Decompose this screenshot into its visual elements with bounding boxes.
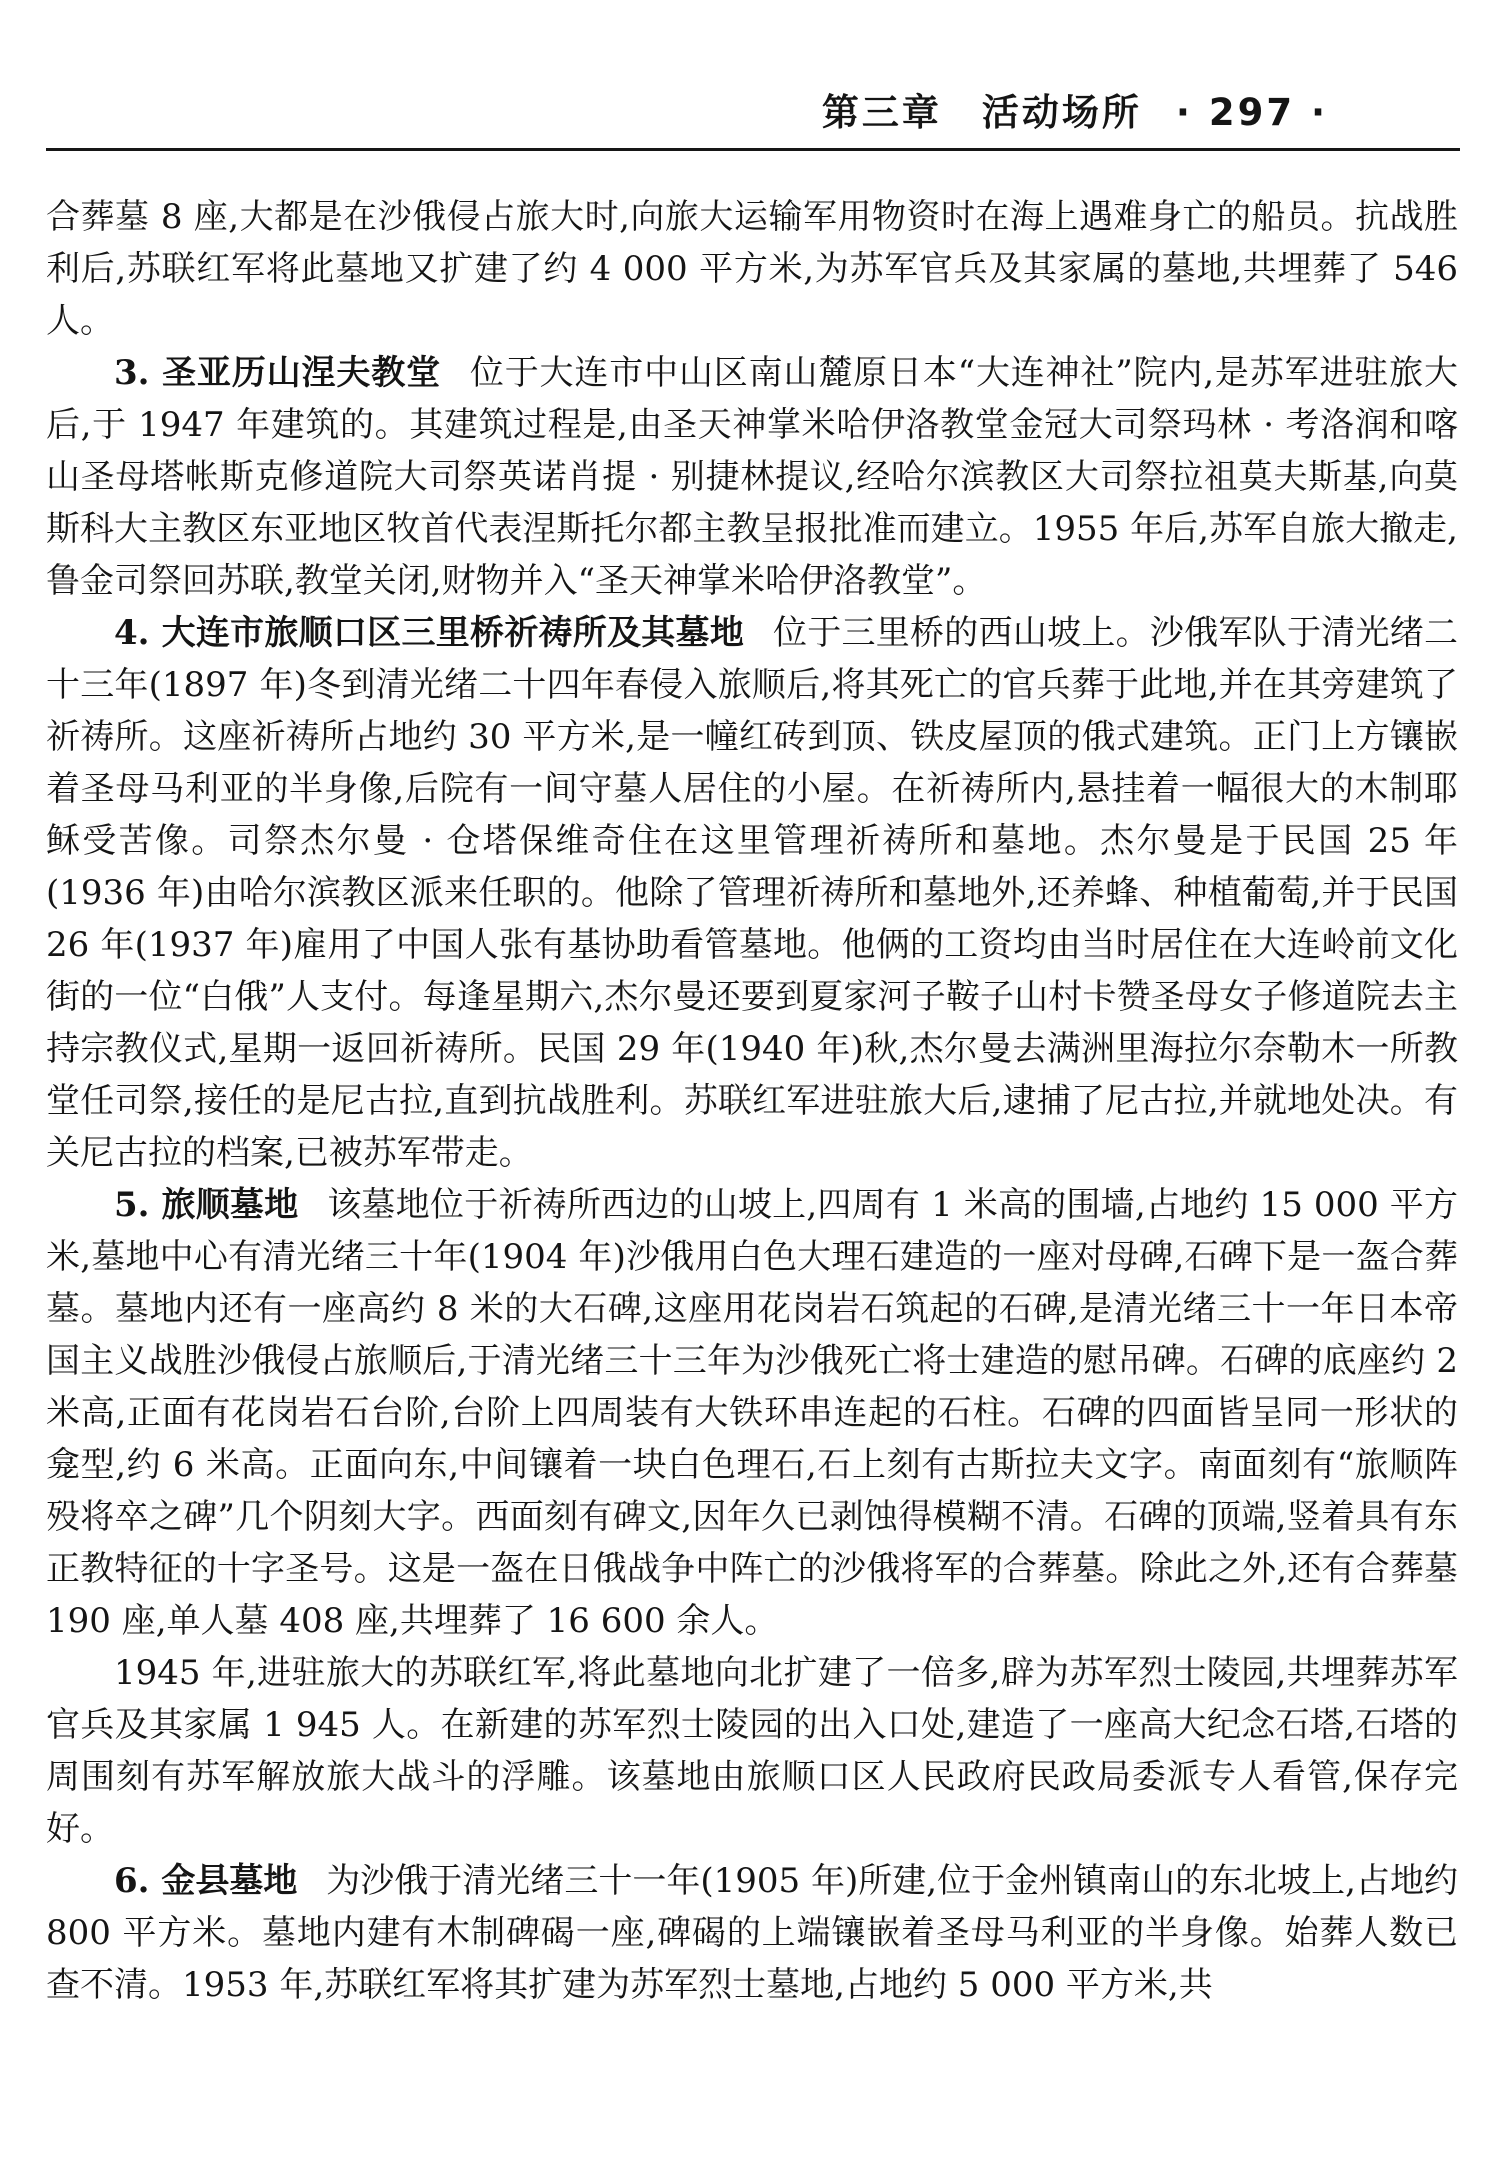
paragraph-text: 1945 年,进驻旅大的苏联红军,将此墓地向北扩建了一倍多,辟为苏军烈士陵园,共埋葬苏军官兵及其家属 1 945 人。在新建的苏军烈士陵园的出入口处,建造了一座高大纪念石塔,石塔的周围刻有苏军解放旅大战斗的浮雕。该墓地由旅顺口区人民政府民政局委派专人看管,保存完好。 [46,1653,1458,1849]
item-heading: 6. 金县墓地 [114,1861,298,1901]
para-item-6-jinxian-cemetery [46,1855,1458,2011]
para-1945-expansion [46,1647,1458,1855]
running-header [0,0,1500,136]
paragraph-text: 为沙俄于清光绪三十一年(1905 年)所建,位于金州镇南山的东北坡上,占地约 800 平方米。墓地内建有木制碑碣一座,碑碣的上端镶嵌着圣母马利亚的半身像。始葬人数已查不清。1953 年,苏联红军将其扩建为苏军烈士墓地,占地约 5 000 平方米,共 [46,1861,1458,2005]
paragraph-text: 位于三里桥的西山坡上。沙俄军队于清光绪二十三年(1897 年)冬到清光绪二十四年春侵入旅顺后,将其死亡的官兵葬于此地,并在其旁建筑了祈祷所。这座祈祷所占地约 30 平方米,是一幢红砖到顶、铁皮屋顶的俄式建筑。正门上方镶嵌着圣母马利亚的半身像,后院有一间守墓人居住的小屋。在祈祷所内,悬挂着一幅很大的木制耶稣受苦像。司祭杰尔曼 · 仓塔保维奇住在这里管理祈祷所和墓地。杰尔曼是于民国 25 年(1936 年)由哈尔滨教区派来任职的。他除了管理祈祷所和墓地外,还养蜂、种植葡萄,并于民国 26 年(1937 年)雇用了中国人张有基协助看管墓地。他俩的工资均由当时居住在大连岭前文化街的一位“白俄”人支付。每逢星期六,杰尔曼还要到夏家河子鞍子山村卡赞圣母女子修道院去主持宗教仪式,星期一返回祈祷所。民国 29 年(1940 年)秋,杰尔曼去满洲里海拉尔奈勒木一所教堂任司祭,接任的是尼古拉,直到抗战胜利。苏联红军进驻旅大后,逮捕了尼古拉,并就地处决。有关尼古拉的档案,已被苏军带走。 [46,613,1458,1173]
para-item-5-lvshun-cemetery [46,1179,1458,1647]
paragraph-text: 合葬墓 8 座,大都是在沙俄侵占旅大时,向旅大运输军用物资时在海上遇难身亡的船员。抗战胜利后,苏联红军将此墓地又扩建了约 4 000 平方米,为苏军官兵及其家属的墓地,共埋葬了 546 人。 [46,197,1458,341]
page-body [46,191,1458,2011]
paragraph-text: 该墓地位于祈祷所西边的山坡上,四周有 1 米高的围墙,占地约 15 000 平方米,墓地中心有清光绪三十年(1904 年)沙俄用白色大理石建造的一座对母碑,石碑下是一盔合葬墓。墓地内还有一座高约 8 米的大石碑,这座用花岗岩石筑起的石碑,是清光绪三十一年日本帝国主义战胜沙俄侵占旅顺后,于清光绪三十三年为沙俄死亡将士建造的慰吊碑。石碑的底座约 2 米高,正面有花岗岩石台阶,台阶上四周装有大铁环串连起的石柱。石碑的四面皆呈同一形状的龛型,约 6 米高。正面向东,中间镶着一块白色理石,石上刻有古斯拉夫文字。南面刻有“旅顺阵殁将卒之碑”几个阴刻大字。西面刻有碑文,因年久已剥蚀得模糊不清。石碑的顶端,竖着具有东正教特征的十字圣号。这是一盔在日俄战争中阵亡的沙俄将军的合葬墓。除此之外,还有合葬墓 190 座,单人墓 408 座,共埋葬了 16 600 余人。 [46,1185,1458,1641]
header-rule [46,148,1460,151]
para-item-3-church [46,347,1458,607]
chapter-title: 第三章 活动场所 [821,91,1142,134]
page-number: · 297 · [1175,91,1328,134]
para-continuation [46,191,1458,347]
item-heading: 5. 旅顺墓地 [114,1185,299,1225]
paragraph-text: 位于大连市中山区南山麓原日本“大连神社”院内,是苏军进驻旅大后,于 1947 年建筑的。其建筑过程是,由圣天神掌米哈伊洛教堂金冠大司祭玛林 · 考洛润和喀山圣母塔帐斯克修道院大司祭英诺肖提 · 别捷林提议,经哈尔滨教区大司祭拉祖莫夫斯基,向莫斯科大主教区东亚地区牧首代表涅斯托尔都主教呈报批准而建立。1955 年后,苏军自旅大撤走,鲁金司祭回苏联,教堂关闭,财物并入“圣天神掌米哈伊洛教堂”。 [46,353,1458,601]
item-heading: 3. 圣亚历山涅夫教堂 [114,353,441,393]
item-heading: 4. 大连市旅顺口区三里桥祈祷所及其墓地 [114,613,745,653]
para-item-4-prayer-house [46,607,1458,1179]
